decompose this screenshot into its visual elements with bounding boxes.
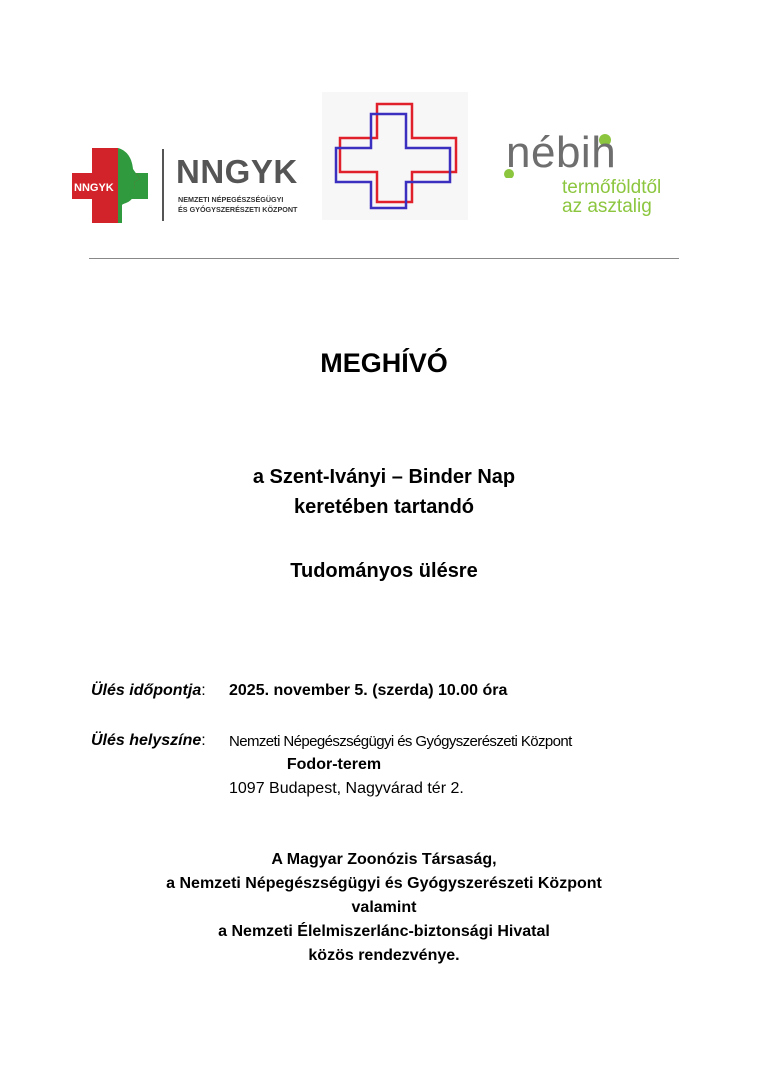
nebih-wordmark: nébih	[506, 128, 617, 177]
nebih-slogan-line-1: termőföldtől	[562, 177, 662, 198]
cross-logo	[322, 92, 468, 220]
date-label: Ülés időpontja	[91, 682, 202, 699]
place-value: Nemzeti Népegészségügyi és Gyógyszerészeti Központ	[229, 733, 572, 750]
header-divider	[89, 258, 679, 259]
double-cross-icon	[322, 92, 468, 220]
organizer-line-4: a Nemzeti Élelmiszerlánc-biztonsági Hivatal	[218, 923, 550, 940]
nngyk-divider	[162, 149, 164, 221]
event-line-2: keretében tartandó	[293, 496, 475, 518]
nngyk-logo	[70, 145, 298, 225]
organizer-line-2: a Nemzeti Népegészségügyi és Gyógyszerészeti Központ	[166, 875, 602, 892]
page-title: MEGHÍVÓ	[320, 348, 448, 378]
nngyk-cross-icon	[70, 145, 152, 225]
organizer-line-1: A Magyar Zoonózis Társaság,	[271, 851, 497, 868]
place-row: Ülés helyszíne:	[91, 732, 206, 749]
nngyk-subtitle-line-2: ÉS GYÓGYSZERÉSZETI KÖZPONT	[178, 205, 298, 214]
event-line-3: Tudományos ülésre	[290, 560, 478, 582]
nebih-slogan-line-2: az asztalig	[562, 196, 652, 217]
nngyk-badge-text: NNGYK	[74, 182, 114, 194]
nngyk-wordmark: NNGYK	[176, 153, 298, 190]
event-line-1: a Szent-Iványi – Binder Nap	[252, 466, 516, 488]
organizer-line-3: valamint	[351, 899, 417, 916]
nngyk-subtitle-line-1: NEMZETI NÉPEGÉSZSÉGÜGYI	[178, 195, 284, 204]
nebih-logo	[500, 128, 680, 228]
nngyk-subtitle	[178, 195, 297, 215]
place-label: Ülés helyszíne	[91, 732, 202, 749]
room-name: Fodor-terem	[286, 756, 382, 773]
date-row: Ülés időpontja:	[91, 682, 211, 699]
address: 1097 Budapest, Nagyvárad tér 2.	[229, 780, 464, 797]
date-value: 2025. november 5. (szerda) 10.00 óra	[229, 682, 508, 699]
organizer-line-5: közös rendezvénye.	[308, 947, 460, 964]
nebih-slogan	[562, 178, 661, 216]
